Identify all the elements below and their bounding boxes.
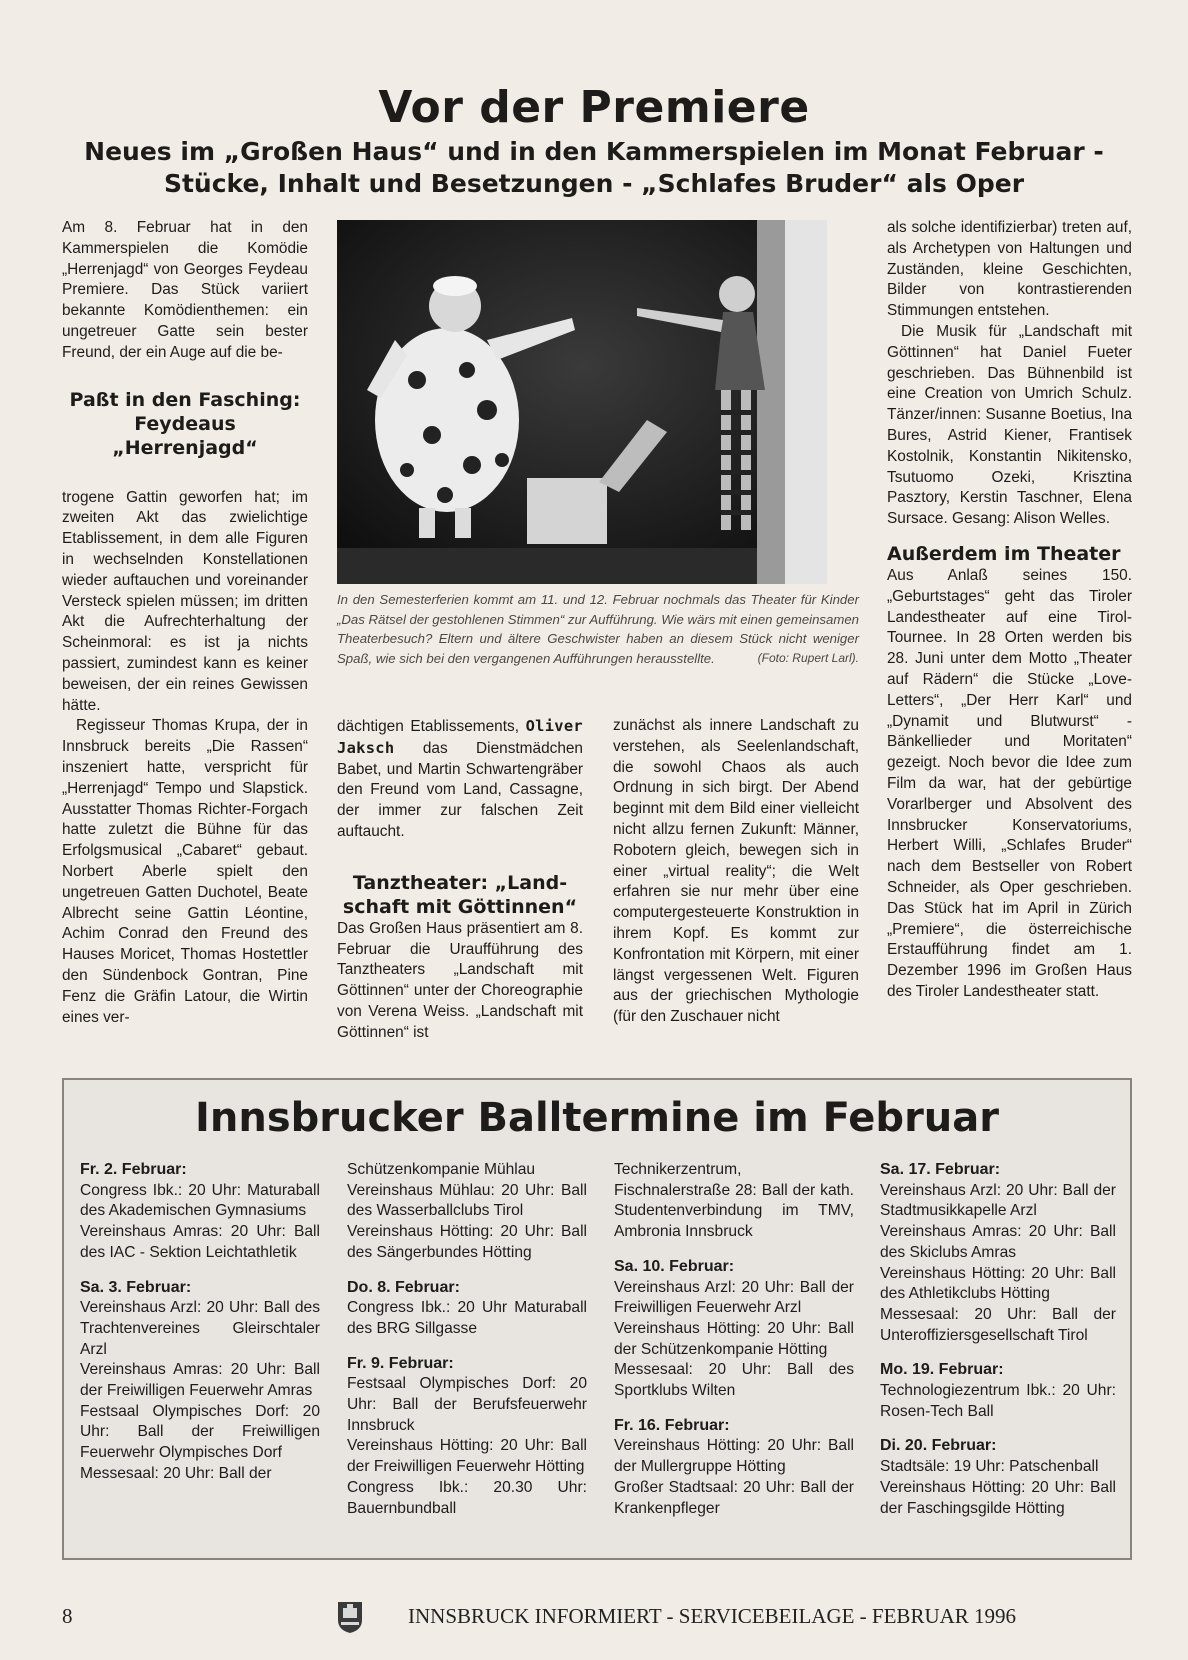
ball-entry: Festsaal Olympisches Dorf: 20 Uhr: Ball der Berufsfeuerwehr Innsbruck [347,1375,587,1434]
ball-entry: Messesaal: 20 Uhr: Ball des Sportklubs Wilten [614,1361,854,1400]
col2-subheading-1: Tanztheater: „Land- [352,871,568,894]
theater-photo [337,220,827,584]
ball-entry: Vereinshaus Amras: 20 Uhr: Ball des IAC - Sektion Leichtathletik [80,1223,320,1261]
ball-date: Sa. 10. Februar: [614,1257,735,1275]
ball-date: Fr. 9. Februar: [347,1354,454,1372]
article-column-4 [887,218,1132,1003]
ball-date: Do. 8. Februar: [347,1278,460,1296]
ball-entry: Vereinshaus Arzl: 20 Uhr: Ball der Freiwilligen Feuerwehr Arzl [614,1278,854,1317]
page-number: 8 [62,1604,73,1628]
ball-entry: Vereinshaus Hötting: 20 Uhr: Ball der Faschingsgilde Hötting [880,1478,1116,1517]
ball-entry: Technologiezentrum Ibk.: 20 Uhr: Rosen-Tech Ball [880,1382,1116,1420]
ball-column-4 [880,1160,1116,1519]
ball-entry: Vereinshaus Mühlau: 20 Uhr: Ball des Wasserballclubs Tirol [347,1181,587,1220]
ball-date: Di. 20. Februar: [880,1437,997,1455]
col4-subheading: Außerdem im Theater [887,542,1121,565]
col1-paragraph-3: Regisseur Thomas Krupa, der in Innsbruck bereits „Die Rassen“ inszeniert hatte, verspricht für „Herrenjagd“ Tempo und Slapstick. Ausstatter Thomas Richter-Forgach hatte zuletzt die Bühne für das Erfolgsmusical „Cabaret“ gebaut. Norbert Aberle spielt den ungetreuen Gatten Duchotel, Beate Albrecht seine Gattin Léontine, Achim Conrad den Freund des Hauses Moricet, Thomas Hostettler den Sündenbock Gontran, Pine Fenz die Gräfin Latour, die Wirtin eines ver- [62,717,308,1026]
ball-date: Sa. 17. Februar: [880,1161,1001,1178]
ball-entry: Stadtsäle: 19 Uhr: Patschenball [880,1458,1099,1476]
col3-paragraph-1: zunächst als innere Landschaft zu verstehen, als Seelenlandschaft, die sowohl Chaos als auch Ordnung in sich birgt. Der Abend beginnt mit dem Bild einer vielleicht nicht allzu fernen Zukunft: Männer, Robotern gleich, bewegen sich in einer „virtual reality“; die Welt erfahren sie nur mehr über eine computergesteuerte Konstruktion in ihrem Kopf. Es kommt zur Konfrontation mit Körpern, mit einer längst vergessenen Welt. Figuren aus der griechischen Mythologie (für den Zuschauer nicht [613,717,859,1026]
ball-entry: Vereinshaus Arzl: 20 Uhr: Ball der Stadtmusikkapelle Arzl [880,1181,1116,1220]
ball-entry: Technikerzentrum, Fischnalerstraße 28: Ball der kath. Studentenverbindung im TMV, Ambronia Innsbruck [614,1161,854,1241]
actor-name: Oliver Jaksch [337,717,583,757]
col2-text-a: dächtigen Etablissements, [337,718,519,735]
ball-entry: Congress Ibk.: 20 Uhr Maturaball des BRG Sillgasse [347,1299,587,1337]
ball-entry: Congress Ibk.: 20.30 Uhr: Bauernbundball [347,1478,587,1517]
subtitle-line-2: Stücke, Inhalt und Besetzungen - „Schlafes Bruder“ als Oper [163,169,1025,198]
article-column-1 [62,218,308,1028]
col4-paragraph-3: Aus Anlaß seines 150. „Geburtstages“ geht das Tiroler Landestheater auf eine Tirol-Tournee. In 28 Orten werden bis 28. Juni unter dem Motto „Theater auf Rädern“ die Stücke „Love-Letters“, „Der Herr Karl“ und „Dynamit und Blutwurst“ - Bänkellieder und Moritaten“ gezeigt. Noch bevor die Idee zum Film da war, hat der gebürtige Vorarlberger und Absolvent des Innsbrucker Konservatoriums, Herbert Willi, „Schlafes Bruder“ nach dem Bestseller von Robert Schneider, als Oper geschrieben. Das Stück hat im April in Zürich „Premiere“, die österreichische Erstaufführung findet am 1. Dezember 1996 im Großen Haus des Tiroler Landestheater statt. [887,566,1132,1000]
city-crest-icon [336,1600,364,1634]
photo-credit: (Foto: Rupert Larl). [757,650,859,665]
ball-entry: Großer Stadtsaal: 20 Uhr: Ball der Krankenpfleger [614,1478,854,1517]
ball-date: Sa. 3. Februar: [80,1278,192,1296]
ball-dates-title: Innsbrucker Balltermine im Februar [194,1095,999,1141]
col2-paragraph-2: Das Großen Haus präsentiert am 8. Februar die Uraufführung des Tanztheaters „Landschaft mit Göttinnen“ unter der Choreographie von Verena Weiss. „Landschaft mit Göttinnen“ ist [337,919,583,1041]
ball-entry: Messesaal: 20 Uhr: Ball der Unteroffiziersgesellschaft Tirol [880,1305,1116,1344]
ball-entry: Vereinshaus Hötting: 20 Uhr: Ball der Mullergruppe Hötting [614,1437,854,1476]
ball-entry: Vereinshaus Hötting: 20 Uhr: Ball der Freiwilligen Feuerwehr Hötting [347,1437,587,1476]
stage-scene-image [337,220,827,584]
ball-column-3 [614,1160,854,1519]
col2-subheading-2: schaft mit Göttinnen“ [342,895,578,918]
ball-entry: Vereinshaus Hötting: 20 Uhr: Ball des Athletikclubs Hötting [880,1264,1116,1303]
ball-entry: Messesaal: 20 Uhr: Ball der [80,1464,272,1482]
col2-text-b: das Dienstmädchen Babet, und Martin Schwartengräber den Freund vom Land, Cassagne, der immer zur falschen Zeit auftaucht. [337,739,583,840]
ball-entry: Congress Ibk.: 20 Uhr: Maturaball des Akademischen Gymnasiums [80,1181,320,1220]
col1-intro: Am 8. Februar hat in den Kammerspielen die Komödie „Herrenjagd“ von Georges Feydeau Premiere. Das Stück variiert bekannte Komödienthemen: ein ungetreuer Gatte sein bester Freund, der ein Auge auf die be- [62,219,308,361]
ball-date: Mo. 19. Februar: [880,1361,1004,1379]
photo-caption-text: In den Semesterferien kommt am 11. und 12. Februar nochmals das Theater für Kinder „Das Rätsel der gestohlenen Stimmen“ zur Aufführung. Wie wärs mit einen gemeinsamen Theaterbesuch? Eltern und ältere Geschwister haben an diesem Stück nicht weniger Spaß, wie sich bei den vergangenen Aufführungen herausstellte. [337,592,860,666]
col4-paragraph-1: als solche identifizierbar) treten auf, als Archetypen von Haltungen und Zuständen, kleine Geschichten, Bilder von kontrastierenden Stimmungen entstehen. [887,219,1132,320]
ball-dates-box [62,1078,1132,1560]
publication-footer: INNSBRUCK INFORMIERT - SERVICEBEILAGE - FEBRUAR 1996 [408,1604,1017,1628]
col1-subheading-3: „Herrenjagd“ [112,436,258,459]
article-column-2 [337,716,583,1044]
ball-entry: Vereinshaus Amras: 20 Uhr: Ball des Skiclubs Amras [880,1223,1116,1261]
ball-entry: Schützenkompanie Mühlau [347,1161,536,1178]
col1-subheading-1: Paßt in den Fasching: [69,388,301,411]
ball-entry: Festsaal Olympisches Dorf: 20 Uhr: Ball der Freiwilligen Feuerwehr Olympisches Dorf [80,1402,320,1462]
ball-entry: Vereinshaus Hötting: 20 Uhr: Ball des Sängerbundes Hötting [347,1223,587,1261]
page-title: Vor der Premiere [378,82,810,133]
ball-column-2 [347,1160,587,1519]
subtitle-line-1: Neues im „Großen Haus“ und in den Kammerspielen im Monat Februar - [84,137,1104,166]
col2-paragraph-1 [337,716,583,843]
col1-paragraph-2: trogene Gattin geworfen hat; im zweiten Akt das zwielichtige Etablissement, in dem alle Figuren in wechselnden Konstellationen wieder auftauchen und voreinander Versteck spielen müssen; im dritten Akt die Aufrechterhaltung der Scheinmoral: es ist ja nichts passiert, zumindest kann es keiner beweisen, der ein reines Gewissen hätte. [62,488,308,714]
ball-column-1 [80,1160,320,1485]
ball-entry: Vereinshaus Arzl: 20 Uhr: Ball des Trachtenvereines Gleirschtaler Arzl [80,1299,320,1358]
photo-caption [337,590,859,668]
ball-entry: Vereinshaus Hötting: 20 Uhr: Ball der Schützenkompanie Hötting [614,1319,854,1358]
ball-entry: Vereinshaus Amras: 20 Uhr: Ball der Freiwilligen Feuerwehr Amras [80,1361,320,1400]
ball-date: Fr. 2. Februar: [80,1161,187,1178]
col1-subheading-2: Feydeaus [134,412,236,435]
col4-paragraph-2: Die Musik für „Landschaft mit Göttinnen“ hat Daniel Fueter geschrieben. Das Bühnenbild ist eine Creation von Umrich Schulz. Tänzer/innen: Susanne Boetius, Ina Bures, Astrid Kiener, Frantisek Kostolnik, Konstantin Nikitensko, Tsutuomo Ozeki, Krisztina Pasztory, Kerstin Taschner, Elena Sursace. Gesang: Alison Welles. [887,322,1132,528]
article-column-3 [613,716,859,1028]
ball-date: Fr. 16. Februar: [614,1416,730,1434]
